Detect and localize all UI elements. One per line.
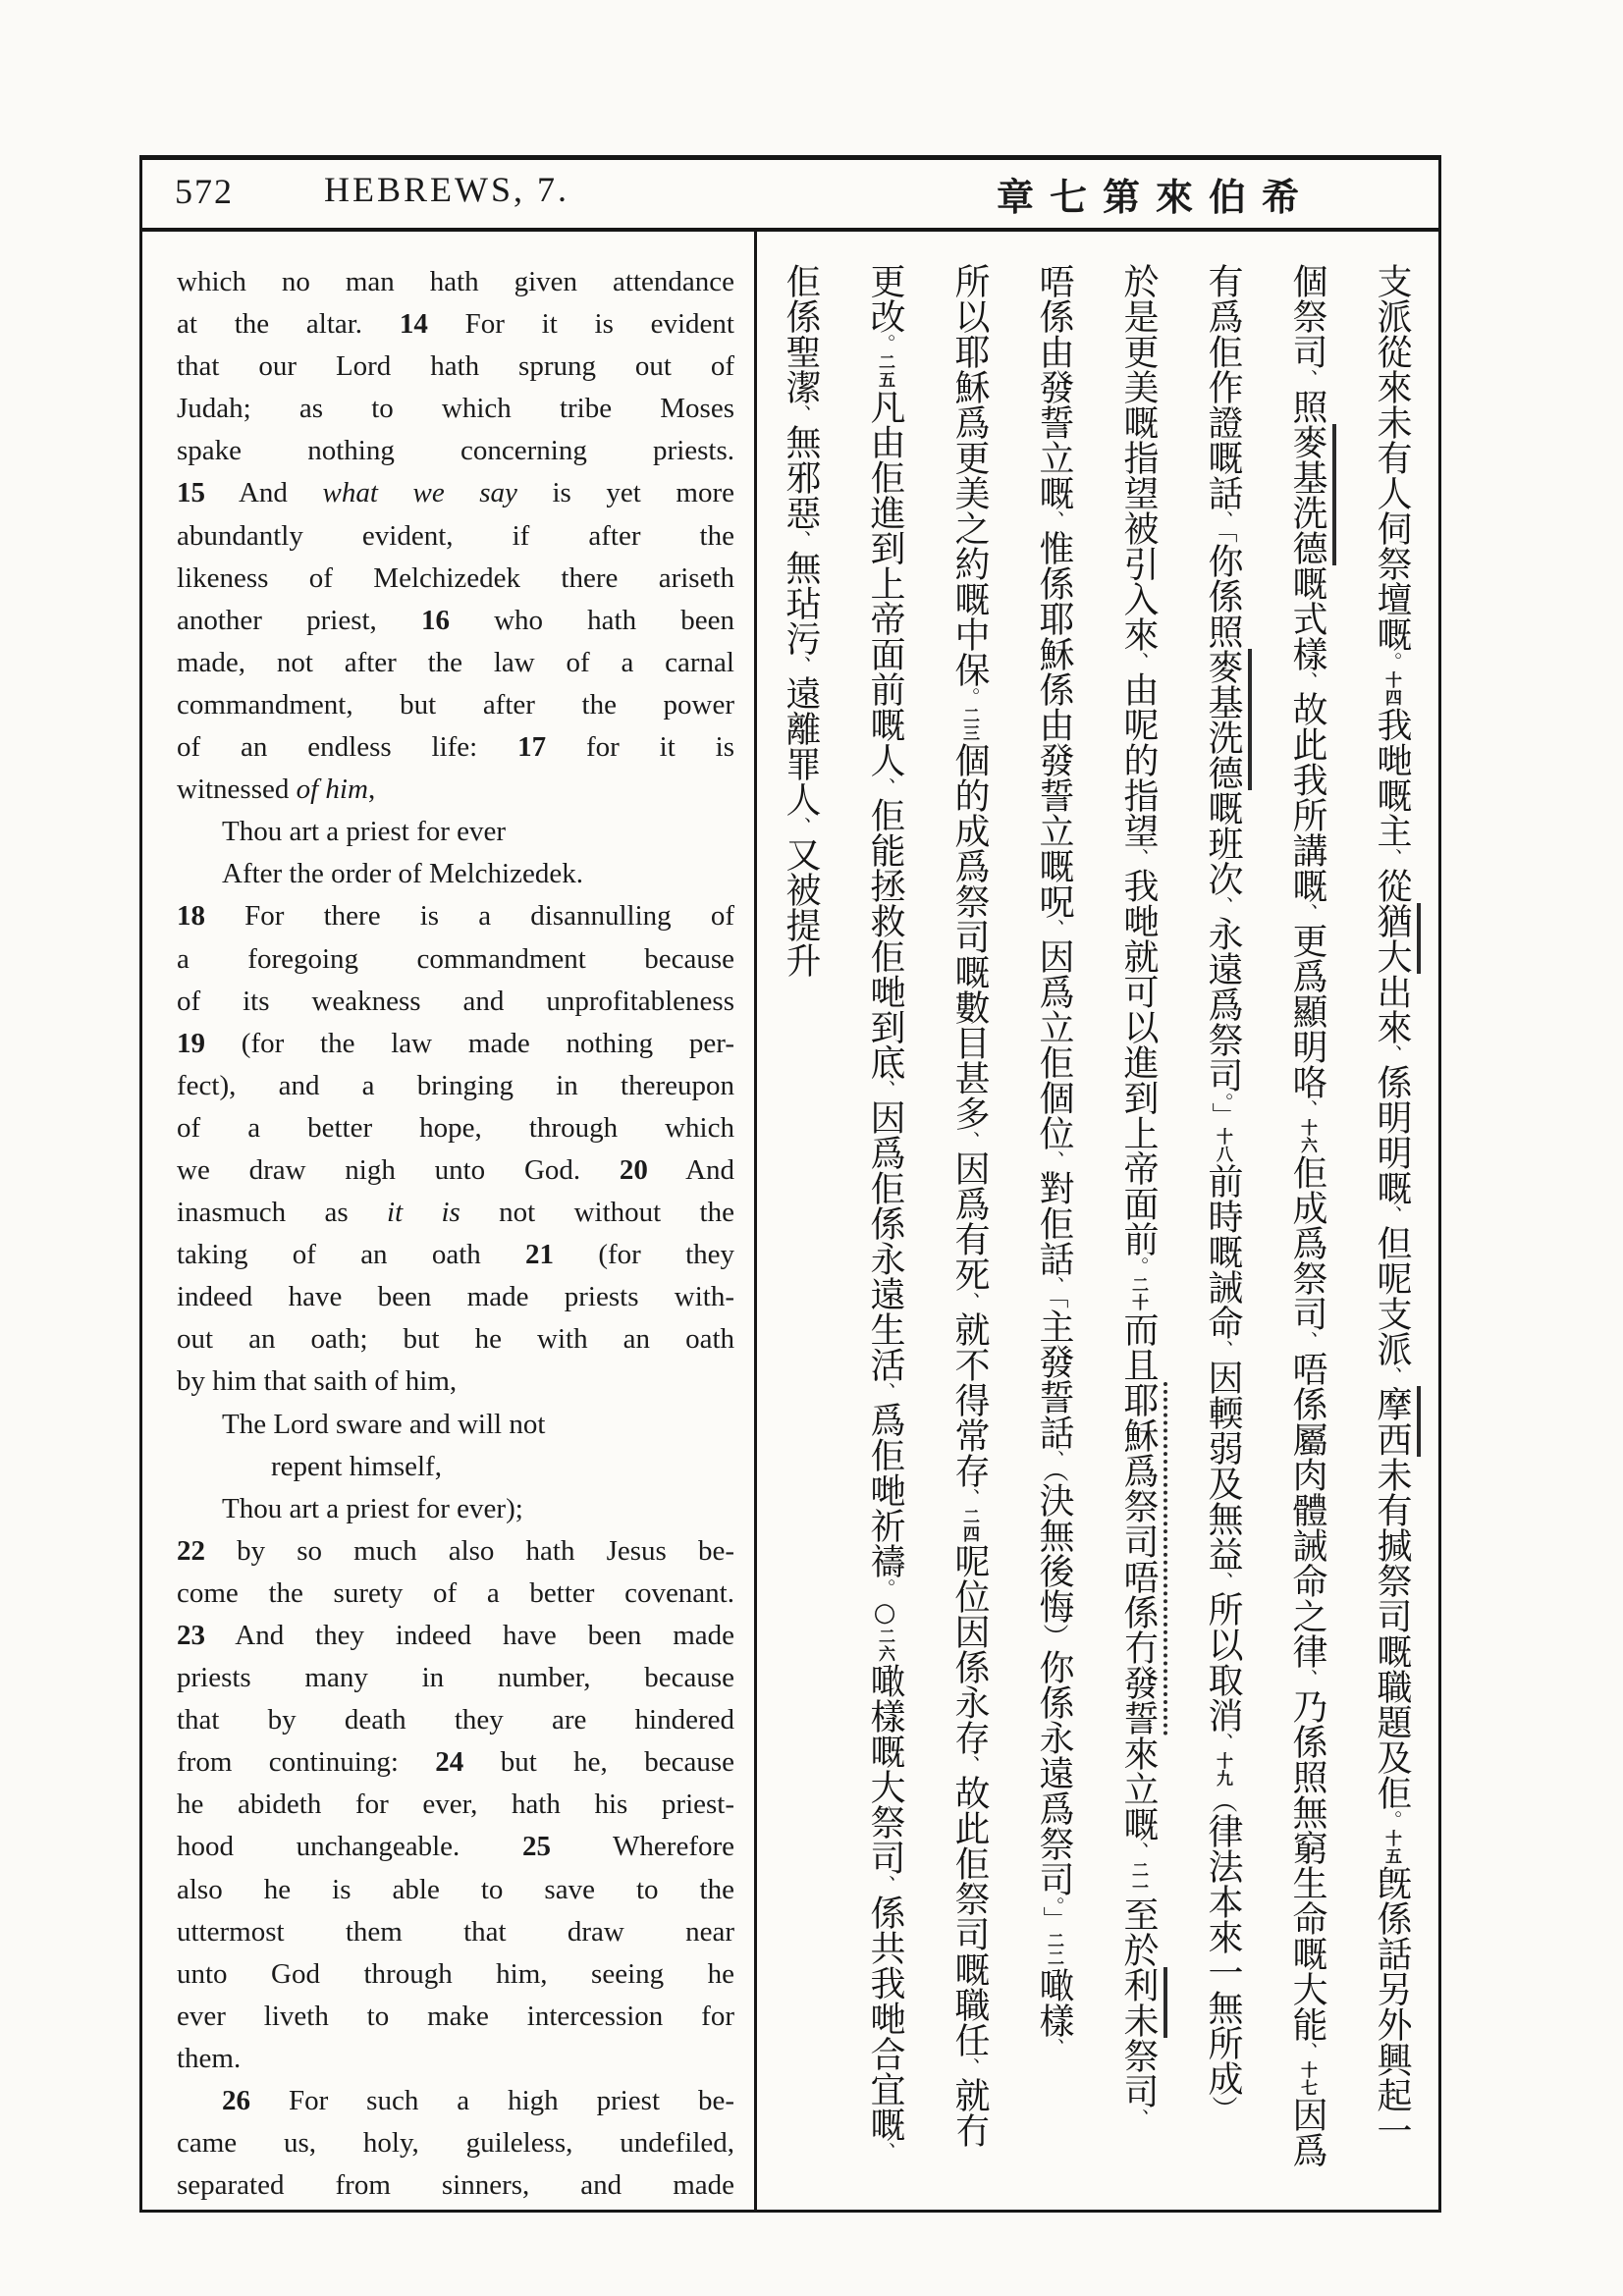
- verse-number-marker: 二二: [1044, 1932, 1063, 1967]
- proper-name-mark: 利未: [1118, 1967, 1167, 2038]
- text-line: of a better hope, through which: [177, 1111, 734, 1144]
- cjk-text-run: 噉樣、: [1034, 1967, 1074, 2057]
- cjk-text-run: 祭司、: [1118, 2038, 1159, 2128]
- cjk-text-run: 支派從來未有人伺祭壇嘅。: [1372, 263, 1412, 671]
- verse-number-marker: 二六: [875, 1628, 894, 1663]
- verse-number-marker: 二四: [959, 1508, 979, 1543]
- text-line: The Lord sware and will not: [222, 1408, 546, 1440]
- cjk-text-run: 來立嘅、: [1118, 1735, 1159, 1861]
- verse-number-marker: 十八: [1213, 1128, 1232, 1163]
- text-line: fect), and a bringing in thereupon: [177, 1069, 734, 1101]
- text-line: priests many in number, because: [177, 1662, 734, 1694]
- cjk-text-run: 未有㨔祭司嘅職題及佢。: [1372, 1457, 1412, 1830]
- text-line: uttermost them that draw near: [177, 1915, 734, 1948]
- cjk-text-run: 出來、係明明嘅、但呢支派、: [1372, 974, 1412, 1386]
- chinese-text-column: [758, 263, 1434, 2211]
- verse-number-marker: 十六: [1297, 1119, 1317, 1154]
- text-line: ever liveth to make intercession for: [177, 2000, 734, 2032]
- cjk-column: [842, 263, 927, 2211]
- text-line: Judah; as to which tribe Moses: [177, 393, 734, 425]
- text-line: 15 And what we say is yet more: [177, 477, 734, 509]
- proper-name-mark: 麥基洗德: [1287, 424, 1336, 565]
- cjk-column: [758, 263, 842, 2211]
- text-line: witnessed of him,: [177, 774, 376, 806]
- text-line: separated from sinners, and made: [177, 2169, 734, 2202]
- text-line: came us, holy, guileless, undefiled,: [177, 2127, 734, 2160]
- text-line: of its weakness and unprofitableness: [177, 985, 734, 1017]
- text-line: at the altar. 14 For it is evident: [177, 308, 734, 341]
- text-line: likeness of Melchizedek there ariseth: [177, 561, 734, 594]
- cjk-text-run: 前時嘅誡命、因輭弱及無益、所以取消、: [1203, 1163, 1243, 1752]
- cjk-column: [1096, 263, 1180, 2211]
- verse-number-marker: 十七: [1297, 2061, 1317, 2097]
- text-line: 23 And they indeed have been made: [177, 1620, 734, 1651]
- text-line: made, not after the law of a carnal: [177, 646, 734, 678]
- cjk-column: [1265, 263, 1349, 2211]
- cjk-text-run: 個祭司、照: [1287, 263, 1327, 424]
- cjk-text-run: 呢位因係永存、故此佢祭司嘅職任、就冇: [949, 1543, 990, 2148]
- text-line: another priest, 16 who hath been: [177, 604, 734, 636]
- text-line: also he is able to save to the: [177, 1873, 734, 1905]
- text-line: we draw nigh unto God. 20 And: [177, 1153, 734, 1186]
- text-line: that by death they are hindered: [177, 1704, 734, 1736]
- cjk-text-run: 唔係由發誓立嘅、惟係耶穌係由發誓立嘅呪、因爲立佢個位、對佢話、「主發誓話、（決無後悔）你係永遠爲祭司。」: [1034, 263, 1074, 1932]
- text-line: hood unchangeable. 25 Wherefore: [177, 1831, 734, 1863]
- text-line: out an oath; but he with an oath: [177, 1323, 734, 1356]
- proper-name-mark: 摩西: [1372, 1386, 1421, 1457]
- cjk-column: [1349, 263, 1434, 2211]
- verse-number-marker: 十四: [1381, 671, 1401, 707]
- text-line: inasmuch as it is not without the: [177, 1197, 734, 1229]
- text-line: Thou art a priest for ever);: [222, 1492, 523, 1524]
- text-line: that our Lord hath sprung out of: [177, 350, 734, 383]
- text-line: indeed have been made priests with-: [177, 1281, 734, 1313]
- verse-number-marker: 二五: [875, 353, 894, 389]
- text-line: abundantly evident, if after the: [177, 519, 734, 552]
- text-line: which no man hath given attendance: [177, 266, 734, 297]
- text-line: by him that saith of him,: [177, 1365, 458, 1398]
- text-line: 18 For there is a disannulling of: [177, 900, 734, 933]
- english-text-column: [177, 261, 734, 2209]
- cjk-text-run: 噉樣嘅大祭司、係共我哋合宜嘅、: [865, 1663, 905, 2162]
- text-line: commandment, but after the power: [177, 688, 734, 721]
- text-line: repent himself,: [271, 1450, 442, 1482]
- cjk-text-run: 旣係話另外興起一: [1372, 1865, 1412, 2148]
- cjk-text-run: 所以耶穌爲更美之約嘅中保。: [949, 263, 990, 707]
- cjk-text-run: 個的成爲祭司嘅數目甚多、因爲有死、就不得常存、: [949, 742, 990, 1508]
- cjk-text-run: 因爲: [1287, 2097, 1327, 2167]
- text-line: 22 by so much also hath Jesus be-: [177, 1534, 734, 1567]
- cjk-column: [1011, 263, 1096, 2211]
- text-line: of an endless life: 17 for it is: [177, 731, 734, 764]
- emphasis-dots-mark: 耶穌爲祭司唔係冇發誓: [1118, 1382, 1167, 1735]
- proper-name-mark: 麥基洗德: [1203, 649, 1252, 790]
- cjk-text-run: 而且: [1118, 1311, 1159, 1382]
- verse-number-marker: 二十: [1128, 1276, 1148, 1311]
- page-number: 572: [175, 172, 234, 211]
- header-rule: [139, 228, 1441, 232]
- text-line: he abideth for ever, hath his priest-: [177, 1789, 734, 1821]
- column-divider: [754, 232, 757, 2213]
- cjk-column: [1180, 263, 1265, 2211]
- cjk-column: [927, 263, 1011, 2211]
- cjk-text-run: 嘅班次、永遠爲祭司。」: [1203, 790, 1243, 1128]
- verse-number-marker: 十五: [1381, 1830, 1401, 1865]
- text-line: After the order of Melchizedek.: [222, 858, 583, 890]
- cjk-text-run: （律法本來一無所成）: [1203, 1788, 1243, 2121]
- cjk-text-run: 佢係聖潔、無邪惡、無玷污、遠離罪人、又被提升: [781, 263, 821, 978]
- verse-number-marker: 十九: [1213, 1752, 1232, 1788]
- text-line: from continuing: 24 but he, because: [177, 1746, 734, 1779]
- header-title-chinese: 章七第來伯希: [996, 176, 1315, 219]
- cjk-text-run: 於是更美嘅指望被引入來、由呢的指望、我哋就可以進到上帝面前。: [1118, 263, 1159, 1276]
- text-line: spake nothing concerning priests.: [177, 435, 734, 467]
- text-line: taking of an oath 21 (for they: [177, 1239, 734, 1271]
- cjk-text-run: 佢成爲祭司、唔係屬肉體誡命之律、乃係照無窮生命嘅大能、: [1287, 1154, 1327, 2061]
- cjk-text-run: 我哋嘅主、從: [1372, 707, 1412, 903]
- text-line: come the surety of a better covenant.: [177, 1576, 734, 1609]
- text-line: unto God through him, seeing he: [177, 1957, 734, 1990]
- text-line: 19 (for the law made nothing per-: [177, 1027, 734, 1059]
- verse-number-marker: 二三: [959, 707, 979, 742]
- cjk-text-run: 嘅式樣、故此我所講嘅、更爲顯明咯、: [1287, 565, 1327, 1119]
- cjk-text-run: 更改。: [865, 263, 905, 353]
- text-line: them.: [177, 2042, 242, 2074]
- cjk-text-run: 凡由佢進到上帝面前嘅人、佢能拯救佢哋到底、因爲佢係永遠生活、爲佢哋祈禱。○: [865, 389, 905, 1628]
- text-line: a foregoing commandment because: [177, 942, 734, 975]
- cjk-text-run: 至於: [1118, 1896, 1159, 1967]
- header-title-english: HEBREWS, 7.: [324, 170, 570, 209]
- text-line: Thou art a priest for ever: [222, 816, 507, 848]
- proper-name-mark: 猶大: [1372, 903, 1421, 974]
- verse-number-marker: 二一: [1128, 1861, 1148, 1896]
- cjk-text-run: 有爲佢作證嘅話、「你係照: [1203, 263, 1243, 649]
- text-line: 26 For such a high priest be-: [222, 2085, 734, 2117]
- page-header: [139, 157, 1441, 228]
